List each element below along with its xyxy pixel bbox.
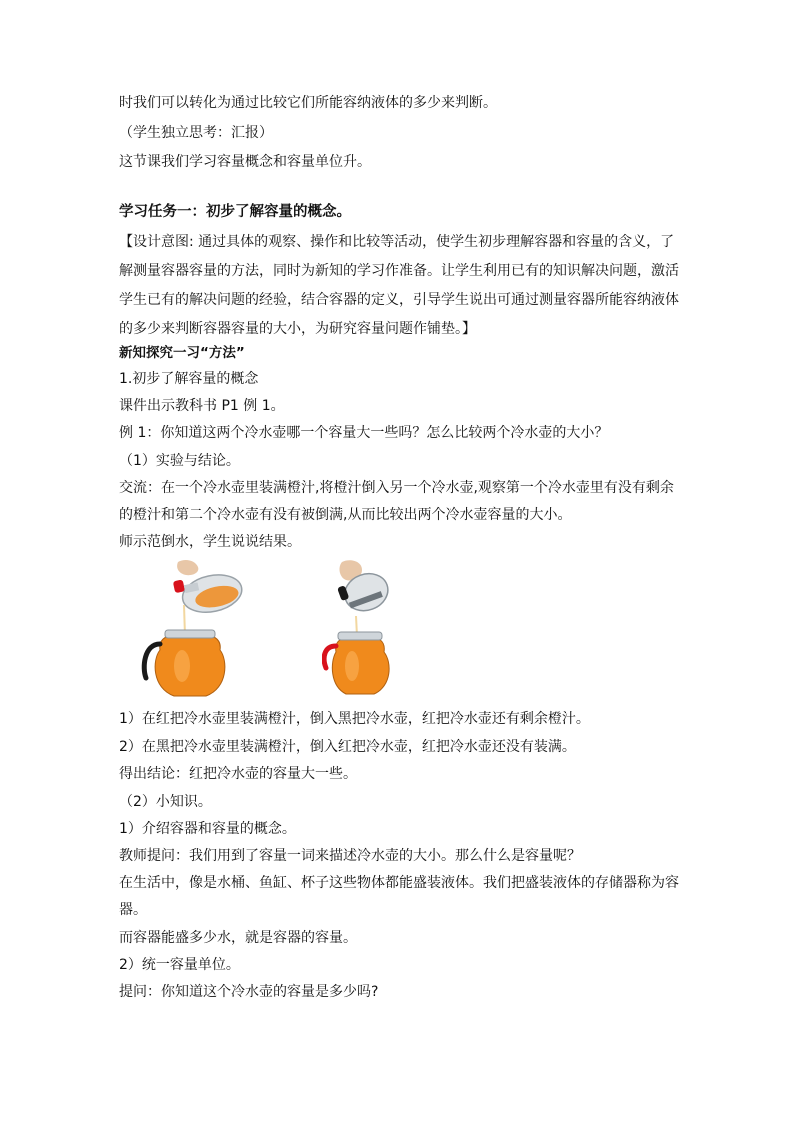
hand-icon <box>177 560 198 575</box>
pouring-photo-left <box>140 558 255 703</box>
design-intent-line-4: 的多少来判断容器容量的大小，为研究容量问题作铺垫。】 <box>119 321 476 337</box>
exchange-line-1: 交流：在一个冷水壶里装满橙汁,将橙汁倒入另一个冷水壶,观察第一个冷水壶里有没有剩余 <box>119 480 674 496</box>
design-intent-line-3: 学生已有的解决问题的经验，结合容器的定义，引导学生说出可通过测量容器所能容纳液体 <box>119 292 679 308</box>
task1-heading: 学习任务一：初步了解容量的概念。 <box>119 203 351 220</box>
intro-line-2: （学生独立思考：汇报） <box>119 125 273 141</box>
intro-line-1: 时我们可以转化为通过比较它们所能容纳液体的多少来判断。 <box>119 95 497 111</box>
section-subtitle: 新知探究一习“方法” <box>119 345 245 361</box>
capacity-question: 提问：你知道这个冷水壶的容量是多少吗? <box>119 984 379 1000</box>
unify-units: 2）统一容量单位。 <box>119 957 240 973</box>
intro-line-3: 这节课我们学习容量概念和容量单位升。 <box>119 154 371 170</box>
step-2: 课件出示教科书 P1 例 1。 <box>119 398 285 414</box>
knowledge-heading: （2）小知识。 <box>119 794 212 810</box>
demo-line: 师示范倒水，学生说说结果。 <box>119 534 301 550</box>
result-1: 1）在红把冷水壶里装满橙汁，倒入黑把冷水壶，红把冷水壶还有剩余橙汁。 <box>119 711 590 727</box>
capacity-definition: 而容器能盛多少水，就是容器的容量。 <box>119 930 357 946</box>
example-1-question: 例 1：你知道这两个冷水壶哪一个容量大一些吗？怎么比较两个冷水壶的大小？ <box>119 425 609 441</box>
container-definition-line-1: 在生活中，像是水桶、鱼缸、杯子这些物体都能盛装液体。我们把盛装液体的存储器称为容 <box>119 875 679 891</box>
design-intent-line-1: 【设计意图: 通过具体的观察、操作和比较等活动，使学生初步理解容器和容量的含义，了 <box>119 234 675 250</box>
teacher-question: 教师提问：我们用到了容量一词来描述冷水壶的大小。那么什么是容量呢？ <box>119 848 581 864</box>
pouring-photo-right <box>322 558 402 703</box>
conclusion: 得出结论：红把冷水壶的容量大一些。 <box>119 766 357 782</box>
design-intent-line-2: 解测量容器容量的方法，同时为新知的学习作准备。让学生利用已有的知识解决问题，激活 <box>119 263 679 279</box>
container-definition-line-2: 器。 <box>119 902 147 918</box>
step-4: （1）实验与结论。 <box>119 453 240 469</box>
exchange-line-2: 的橙汁和第二个冷水壶有没有被倒满,从而比较出两个冷水壶容量的大小。 <box>119 507 572 523</box>
step-1: 1.初步了解容量的概念 <box>119 371 259 387</box>
knowledge-1: 1）介绍容器和容量的概念。 <box>119 821 296 837</box>
result-2: 2）在黑把冷水壶里装满橙汁，倒入红把冷水壶，红把冷水壶还没有装满。 <box>119 739 576 755</box>
